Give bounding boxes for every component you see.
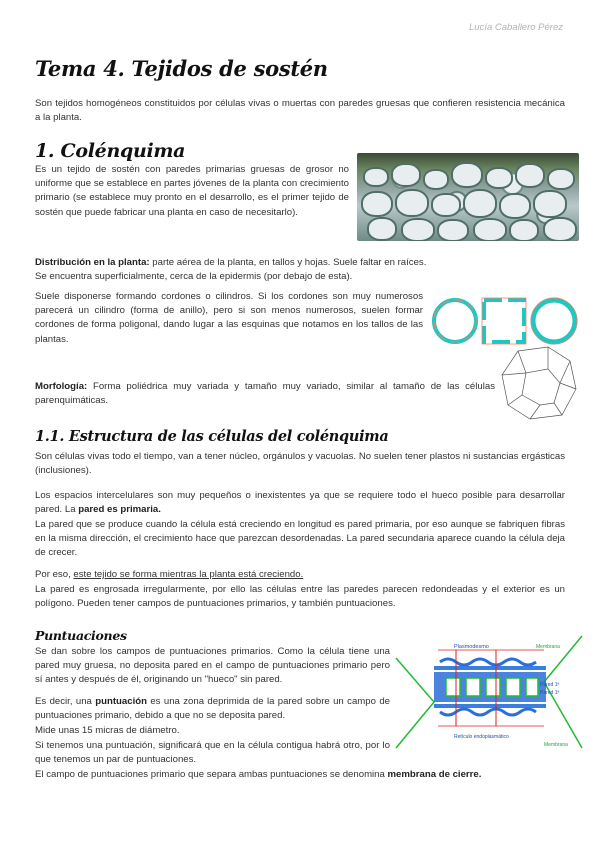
distribution-text: parte aérea de la planta, en tallos y hojas. Suele faltar en raíces. [149,257,427,268]
author-name: Lucía Caballero Pérez [469,22,563,33]
puntuaciones-paragraph-5 [35,768,565,782]
square-diagram [482,298,526,344]
label-membrana: Membrana [536,644,560,650]
puntuacion-highlight: puntuación [95,696,147,707]
page-title: Tema 4. Tejidos de sostén [35,56,328,81]
estructura-paragraph-3: La pared que se produce cuando la célula está creciendo en longitud es pared primaria, por eso aunque se fabriquen fibras en la misma dirección, el crecimiento hace que parezcan desordenadas. La pared secundaria aparece cuando la célula deja de crecer. [35,519,565,559]
estructura-paragraph-1: Son células vivas todo el tiempo, van a tener núcleo, orgánulos y vacuolas. No suelen tener plastos ni sustancias ergásticas (inclusiones). [35,451,565,477]
subheading-puntuaciones: Puntuaciones [35,628,127,643]
puntuaciones-p5-a: El campo de puntuaciones primario que separa ambas puntuaciones se denomina [35,769,388,780]
label-membrana-2: Membrana [544,742,568,748]
label-pared-1: Pared 1ª [540,682,560,688]
morphology-paragraph [35,380,495,408]
membrana-cierre-highlight: membrana de cierre. [387,769,482,780]
distribution-arrangement: Suele disponerse formando cordones o cilindros. Si los cordones son muy numerosos parecerá un cilindro (forma de anillo), pero si son menos numerosos, suelen formar cordones de forma poligonal, dando lugar a las esquinas que notamos en los tallos de las plantas. [35,291,423,345]
puntuaciones-p2-a: Es decir, una [35,696,96,707]
puntuaciones-paragraph-4: Si tenemos una puntuación, significará que en la célula contigua habrá otro, por lo que tenemos un par de puntuaciones. [35,740,390,766]
morphology-label: Morfología: [35,381,88,392]
puntuaciones-paragraph-2 [35,695,390,723]
puntuaciones-p2-c: es una zona deprimida de la pared sobre un campo de puntuaciones primario, debido a que no se deposita pared. [35,696,390,722]
puntuaciones-paragraph-3: Mide unas 15 micras de diámetro. [35,725,180,736]
polyhedral-cell-sketch [496,343,582,423]
colenquima-micrograph-image [357,153,579,241]
ring-diagram-thick [531,298,577,344]
puntuaciones-paragraph-1: Se dan sobre los campos de puntuaciones primarios. Como la célula tiene una pared muy gruesa, no deposita pared en el campo de puntuaciones primario pero sí antes y después de él, originando un "hueco" sin pared. [35,646,390,686]
estructura-paragraph-4 [35,568,565,582]
plasmodesmata-diagram [394,628,584,756]
collenchyma-arrangement-diagram [428,294,580,350]
label-plasmodesmo: Plasmodesmo [454,644,489,650]
distribution-label: Distribución en la planta: [35,257,150,268]
intro-paragraph: Son tejidos homogéneos constituidos por células vivas o muertas con paredes gruesas que confieren resistencia mecánica a la planta. [35,98,565,124]
label-pared-2: Pared 1ª [540,690,560,696]
distribution-location: Se encuentra superficialmente, cerca de la epidermis (por debajo de esta). [35,271,353,282]
estructura-p4-text: Por eso, [35,569,74,580]
colenquima-definition: Es un tejido de sostén con paredes primarias gruesas de grosor no uniforme que se establece en partes jóvenes de la planta con crecimiento primario (se establece muy pronto en el desarrollo, es el primer tejido de sostén que puede fabricar una planta en caso de necesitarlo). [35,164,349,218]
ring-diagram-full [434,300,476,342]
distribution-paragraph [35,256,565,270]
section-heading-estructura: 1.1. Estructura de las células del colénquima [35,428,389,445]
pared-primaria-highlight: pared es primaria. [78,504,161,516]
section-heading-colenquima: 1. Colénquima [35,140,186,162]
label-reticulo: Retículo endoplasmático [454,734,509,740]
morphology-text: Forma poliédrica muy variada y tamaño muy variado, similar al tamaño de las células parenquimáticas. [35,381,495,407]
crecimiento-underlined: este tejido se forma mientras la planta está creciendo. [73,569,304,580]
estructura-paragraph-2 [35,489,565,517]
estructura-paragraph-5: La pared es engrosada irregularmente, por ello las células entre las paredes parecen redondeadas y el exterior es un polígono. Pueden tener campos de puntuaciones primarios, y también puntuaciones. [35,584,565,610]
estructura-p2-text: Los espacios intercelulares son muy pequeños o inexistentes ya que se requiere todo el hueco posible para desarrollar pared. La [35,490,565,516]
